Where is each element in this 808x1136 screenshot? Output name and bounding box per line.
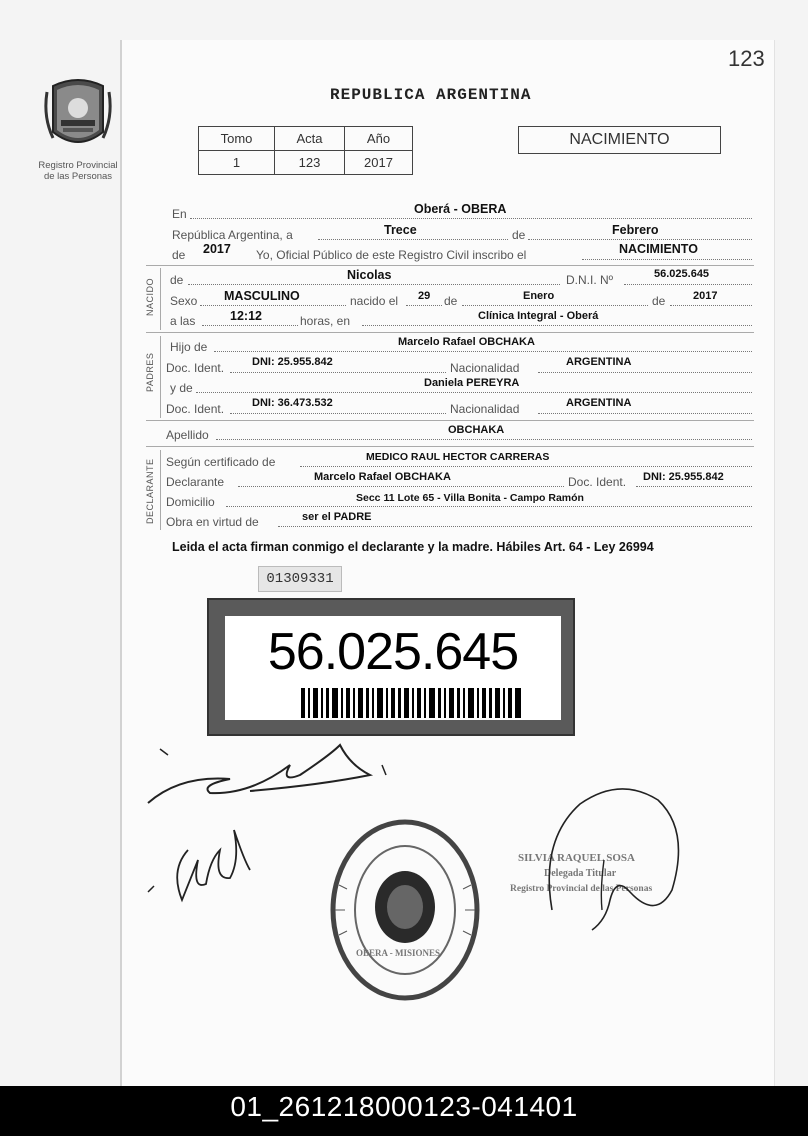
dotted-line — [528, 239, 752, 240]
value-domicilio: Secc 11 Lote 65 - Villa Bonita - Campo Ramón — [356, 492, 584, 504]
label-dni: D.N.I. Nº — [566, 273, 614, 287]
dotted-line — [230, 372, 446, 373]
dotted-line — [582, 259, 752, 260]
section-divider — [146, 265, 754, 266]
dotted-line — [406, 305, 442, 306]
value-certificado: MEDICO RAUL HECTOR CARRERAS — [366, 451, 550, 463]
value-birth-month: Enero — [523, 290, 555, 302]
registry-header-ano: Año — [345, 127, 413, 151]
value-month: Febrero — [612, 223, 659, 237]
footer-code-bar: 01_261218000123-041401 — [0, 1086, 808, 1136]
value-day: Trece — [384, 223, 417, 237]
dotted-line — [226, 506, 752, 507]
label-de-5: de — [652, 294, 666, 308]
sticker-number: 56.025.645 — [267, 623, 519, 681]
value-father-nationality: ARGENTINA — [566, 356, 632, 368]
label-doc-ident: Doc. Ident. — [166, 361, 225, 375]
label-republica: República Argentina, a — [172, 228, 293, 242]
id-sticker — [207, 598, 575, 736]
registry-value-ano: 2017 — [345, 151, 413, 175]
dotted-line — [230, 413, 446, 414]
label-doc-ident-2: Doc. Ident. — [166, 402, 225, 416]
record-type-box: NACIMIENTO — [518, 126, 721, 154]
value-apellido: OBCHAKA — [448, 424, 505, 436]
barcode-icon — [301, 688, 521, 718]
label-hijo: Hijo de — [170, 340, 208, 354]
value-inscribo: NACIMIENTO — [619, 242, 698, 256]
dotted-line — [238, 486, 564, 487]
label-apellido: Apellido — [166, 428, 209, 442]
value-en: Oberá - OBERA — [414, 202, 507, 216]
registry-value-tomo: 1 — [199, 151, 275, 175]
value-declarante: Marcelo Rafael OBCHAKA — [314, 471, 451, 483]
registry-header-acta: Acta — [275, 127, 345, 151]
label-de: de — [512, 228, 526, 242]
section-label-padres: PADRES — [145, 352, 155, 392]
page-number: 123 — [728, 46, 765, 71]
dotted-line — [196, 392, 752, 393]
signature-madre — [140, 820, 260, 910]
section-separator — [160, 450, 161, 530]
label-doc-ident-3: Doc. Ident. — [568, 475, 627, 489]
registry-table — [198, 126, 413, 175]
official-office: Registro Provincial de las Personas — [510, 884, 653, 894]
label-de-2: de — [172, 248, 186, 262]
closing-note: Leida el acta firman conmigo el declarante y la madre. Hábiles Art. 64 - Ley 26994 — [172, 540, 654, 554]
sticker-panel — [225, 616, 561, 720]
label-nacionalidad-2: Nacionalidad — [450, 402, 520, 416]
serial-number: 01309331 — [258, 566, 342, 592]
stamp-center-text: OBERA - MISIONES — [356, 948, 441, 958]
registry-value-acta: 123 — [275, 151, 345, 175]
value-birth-day: 29 — [418, 290, 431, 302]
dotted-line — [624, 284, 752, 285]
dotted-line — [462, 305, 648, 306]
value-birth-year: 2017 — [693, 290, 718, 302]
dotted-line — [670, 305, 752, 306]
dotted-line — [300, 466, 752, 467]
value-mother-nationality: ARGENTINA — [566, 397, 632, 409]
province-seal-icon — [43, 72, 113, 156]
dotted-line — [214, 351, 752, 352]
logo-line-2: de las Personas — [43, 171, 113, 182]
dotted-line — [318, 239, 508, 240]
signature-declarante — [140, 735, 400, 815]
value-declarante-doc: DNI: 25.955.842 — [643, 471, 724, 483]
section-divider — [146, 446, 754, 447]
logo-line-1: Registro Provincial — [38, 160, 118, 171]
dotted-line — [188, 284, 560, 285]
label-de-4: de — [444, 294, 458, 308]
value-mother-doc: DNI: 36.473.532 — [252, 397, 333, 409]
label-obra: Obra en virtud de — [166, 515, 259, 529]
label-a-las: a las — [170, 314, 196, 328]
official-round-stamp-icon — [325, 815, 485, 1005]
registry-header-tomo: Tomo — [199, 127, 275, 151]
dotted-line — [190, 218, 752, 219]
value-dni: 56.025.645 — [654, 268, 710, 280]
label-y-de: y de — [170, 381, 193, 395]
dotted-line — [538, 413, 752, 414]
value-father-doc: DNI: 25.955.842 — [252, 356, 333, 368]
registry-logo — [30, 72, 126, 182]
dotted-line — [202, 325, 298, 326]
section-label-nacido: NACIDO — [145, 277, 155, 316]
section-divider — [146, 420, 754, 421]
label-de-3: de — [170, 273, 184, 287]
value-father: Marcelo Rafael OBCHAKA — [398, 336, 535, 348]
label-en: En — [172, 207, 187, 221]
dotted-line — [278, 526, 752, 527]
official-name: SILVIA RAQUEL SOSA — [518, 852, 635, 864]
section-divider — [146, 332, 754, 333]
value-sexo: MASCULINO — [224, 289, 300, 303]
value-place: Clínica Integral - Oberá — [478, 310, 599, 322]
dotted-line — [200, 305, 346, 306]
label-nacido-el: nacido el — [350, 294, 399, 308]
dotted-line — [636, 486, 752, 487]
document-title: REPUBLICA ARGENTINA — [330, 86, 532, 104]
label-horas: horas, en — [300, 314, 351, 328]
dotted-line — [538, 372, 752, 373]
value-obra: ser el PADRE — [302, 511, 372, 523]
value-mother: Daniela PEREYRA — [424, 377, 520, 389]
value-time: 12:12 — [230, 309, 262, 323]
section-separator — [160, 268, 161, 330]
dotted-line — [216, 439, 752, 440]
label-domicilio: Domicilio — [166, 495, 215, 509]
label-inscribo: Yo, Oficial Público de este Registro Civil inscribo el — [256, 248, 527, 262]
signature-official — [540, 780, 690, 950]
label-declarante: Declarante — [166, 475, 225, 489]
value-year: 2017 — [203, 242, 231, 256]
label-nacionalidad: Nacionalidad — [450, 361, 520, 375]
official-role: Delegada Titular — [544, 868, 617, 879]
section-label-declarante: DECLARANTE — [145, 458, 155, 524]
section-separator — [160, 336, 161, 418]
label-sexo: Sexo — [170, 294, 198, 308]
value-name: Nicolas — [347, 268, 392, 282]
label-certificado: Según certificado de — [166, 455, 276, 469]
dotted-line — [362, 325, 752, 326]
